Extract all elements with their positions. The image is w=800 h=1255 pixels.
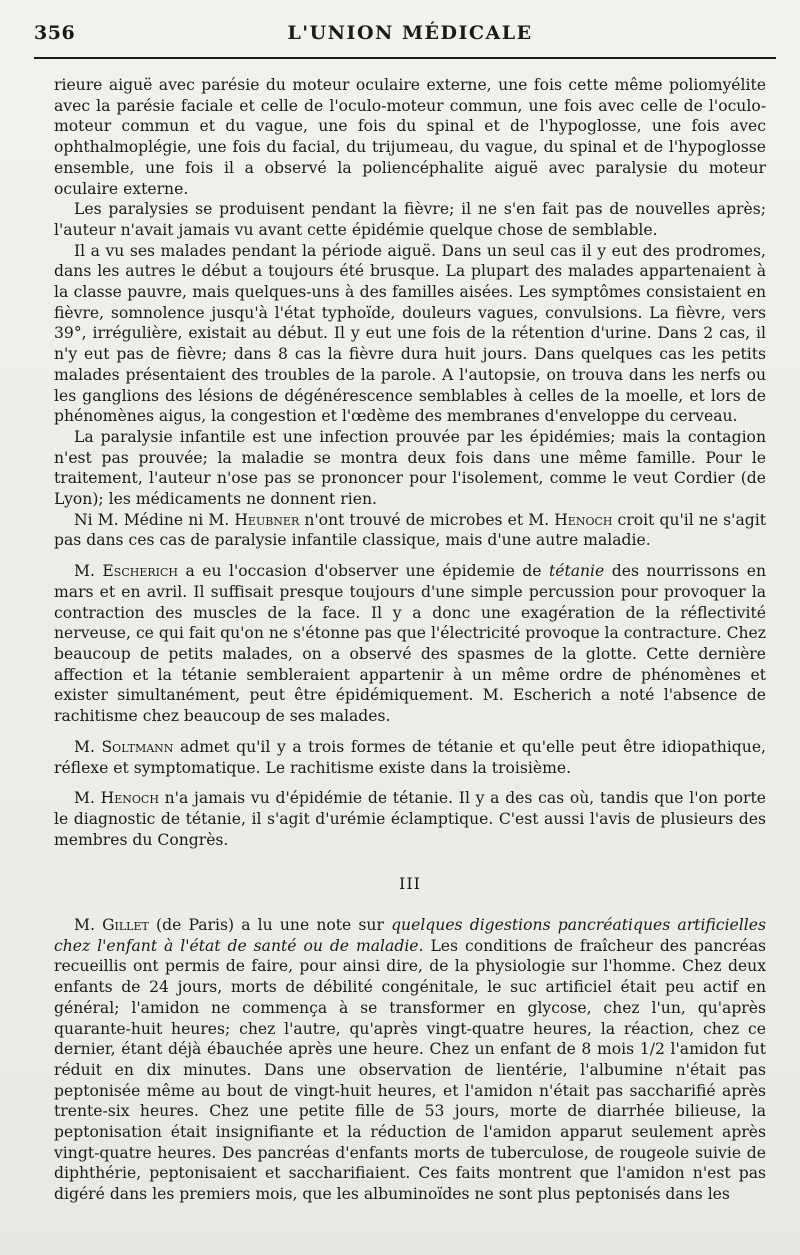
paragraph-5-pre: Ni M. Médine ni M. — [74, 510, 235, 529]
paragraph-5-mid: n'ont trouvé de microbes et M. — [299, 510, 555, 529]
paragraph-7-post: admet qu'il y a trois formes de tétanie et qu'elle peut être idiopathique, réflexe et symptomatique. Le rachitisme existe dans la troisième. — [54, 737, 766, 777]
paragraph-8-pre: M. — [74, 789, 101, 808]
running-header — [34, 18, 766, 52]
term-tetanie: tétanie — [548, 562, 605, 581]
paragraph-4: La paralysie infantile est une infection prouvée par les épidémies; mais la contagion n'est pas prouvée; la maladie se montra deux fois dans une même famille. Pour le traitement, l'auteur n'ose pas se prononcer pour l'isolement, comme le veut Cordier (de Lyon); les médicaments ne donnent rien. — [54, 427, 766, 509]
note-title: quelques digestions pancréatiques artificielles chez l'enfant à l'état de santé ou de maladie. — [54, 916, 766, 955]
paragraph-5-post: croit qu'il ne s'agit pas dans ces cas de paralysie infantile classique, mais d'une autre maladie. — [54, 510, 766, 550]
paragraph-1: rieure aiguë avec parésie du moteur oculaire externe, une fois cette même poliomyélite avec la parésie faciale et celle de l'oculo-moteur commun, une fois avec celle de l'oculo-moteur commun et du vague, une fois du spinal et de l'hypoglosse, une fois avec ophthalmoplégie, une fois du facial, du trijumeau, du vague, du spinal et de l'hypoglosse ensemble, une fois il a observé la poliencéphalite aiguë avec paralysie du moteur oculaire externe. — [54, 76, 766, 198]
paragraph-7-pre: M. — [74, 737, 102, 756]
paragraph-9-pre: M. — [74, 916, 103, 935]
paragraph-6-mid: a eu l'occasion d'observer une épidemie de — [178, 562, 549, 581]
journal-title: L'UNION MÉDICALE — [287, 22, 533, 44]
paragraph-6-pre: M. — [74, 562, 103, 581]
author-henoch: Henoch — [554, 510, 613, 529]
article-body — [54, 75, 766, 1205]
paragraph-3: Il a vu ses malades pendant la période aiguë. Dans un seul cas il y eut des prodromes, dans les autres le début a toujours été brusque. La plupart des malades appartenaient à la classe pauvre, mais quelques-uns à des familles aisées. Les symptômes consistaient en fièvre, somnolence jusqu'à l'état typhoïde, douleurs vagues, convulsions. La fièvre, vers 39°, irrégulière, existait au début. Il y eut une fois de la rétention d'urine. Dans 2 cas, il n'y eut pas de fièvre; dans 8 cas la fièvre dura huit jours. Dans quelques cas les petits malades présentaient des troubles de la parole. A l'autopsie, on trouva dans les nerfs ou les ganglions des lésions de dégénérescence semblables à celles de la moelle, et lors de phénomènes aigus, la congestion et l'œdème des membranes d'enveloppe du cerveau. — [54, 241, 766, 426]
author-escherich: Escherich — [102, 562, 179, 581]
author-heubner: Heubner — [234, 510, 300, 529]
paragraph-8 — [54, 788, 766, 850]
paragraph-9-mid: (de Paris) a lu une note sur — [148, 916, 392, 935]
paragraph-6 — [54, 561, 766, 727]
paragraph-9-post: Les conditions de fraîcheur des pancréas recueillis ont permis de faire, pour ainsi dire, de la physiologie sur l'homme. Chez deux enfants de 24 jours, morts de débilité congénitale, le suc artificiel était peu actif en général; l'amidon ne commença à se transformer en glycose, chez l'un, qu'après quarante-huit heures; chez l'autre, qu'après vingt-quatre heures, la réaction, chez ce dernier, étant déjà ébauchée après une heure. Chez un enfant de 8 mois 1/2 l'amidon fut réduit en dix minutes. Dans une observation de lientérie, l'albumine n'était pas peptonisée même au bout de vingt-huit heures, et l'amidon n'était pas saccharifié après trente-six heures. Chez une petite fille de 53 jours, morte de diarrhée bilieuse, la peptonisation était insignifiante et la réduction de l'amidon apparut seulement après vingt-quatre heures. Des pancréas d'enfants morts de tuberculose, de rougeole suivie de diphthérie, peptonisaient et saccharifiaient. Ces faits montrent que l'amidon n'est pas digéré dans les premiers mois, que les albuminoïdes ne sont plus peptonisés dans les — [54, 936, 767, 1204]
paragraph-9 — [54, 915, 766, 1205]
paragraph-5 — [54, 510, 766, 551]
header-rule — [34, 57, 776, 59]
paragraph-6-post: des nourrissons en mars et en avril. Il suffisait presque toujours d'une simple percussion pour provoquer la contraction des muscles de la face. Il y a donc une exagération de la réflectivité nerveuse, ce qui fait qu'on ne s'étonne pas que l'électricité provoque la contracture. Chez beaucoup de petits malades, on a observé des spasmes de la glotte. Cette dernière affection et la tétanie sembleraient appartenir à un même ordre de phénomènes et exister simultanément, peut être épidémiquement. M. Escherich a noté l'absence de rachitisme chez beaucoup de ses malades. — [54, 562, 766, 726]
paragraph-7 — [54, 737, 766, 778]
paragraph-8-post: n'a jamais vu d'épidémie de tétanie. Il y a des cas où, tandis que l'on porte le diagnostic de tétanie, il s'agit d'urémie éclamptique. C'est aussi l'avis de plusieurs des membres du Congrès. — [54, 789, 766, 849]
author-soltmann: Soltmann — [101, 737, 174, 756]
paragraph-2: Les paralysies se produisent pendant la fièvre; il ne s'en fait pas de nouvelles après; l'auteur n'avait jamais vu avant cette épidémie quelque chose de semblable. — [54, 200, 766, 239]
section-number: III — [399, 874, 421, 894]
page-number: 356 — [34, 22, 76, 44]
author-henoch-2: Henoch — [100, 789, 159, 808]
author-gillet: Gillet — [102, 916, 149, 935]
